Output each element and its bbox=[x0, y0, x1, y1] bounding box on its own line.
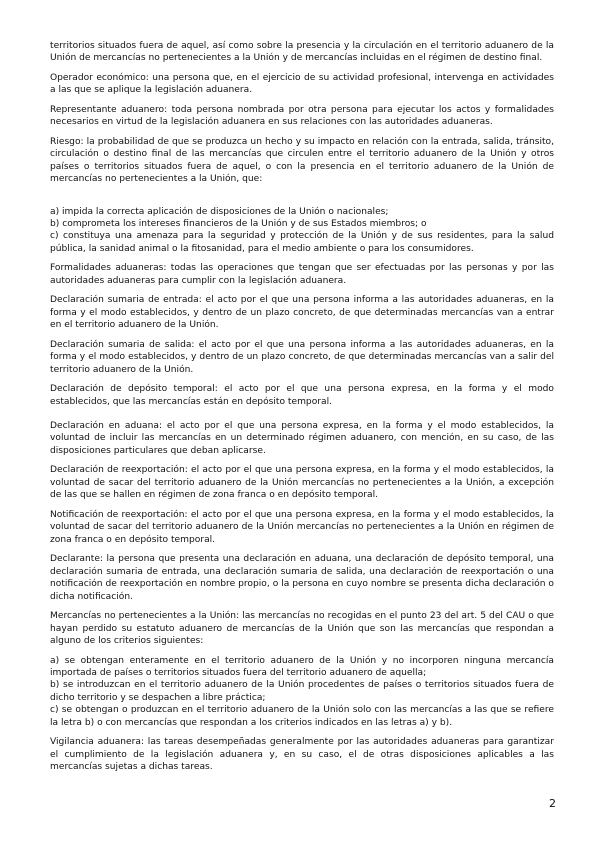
paragraph-declaracion-sumaria-entrada: Declaración sumaria de entrada: el acto por el que una persona informa a las autoridades aduaneras, en la forma y el modo establecidos, y dentro de un plazo concreto, de que determinadas mercancías van a entrar en el territorio aduanero de la Unión. bbox=[50, 295, 554, 331]
mercancias-criteria-list bbox=[50, 655, 554, 729]
list-item: c) se obtengan o produzcan en el territorio aduanero de la Unión solo con las mercancías a las que se refiere la letra b) o con mercancías que respondan a los criterios indicados en las letras a) y b). bbox=[50, 705, 554, 728]
paragraph-declarante: Declarante: la persona que presenta una declaración en aduana, una declaración de depósito temporal, una declaración sumaria de entrada, una declaración sumaria de salida, una declaración de reexportación o una notificación de reexportación en nombre propio, o la persona en cuyo nombre se presenta dicha declaración o dicha notificación. bbox=[50, 554, 554, 602]
paragraph-declaracion-sumaria-salida: Declaración sumaria de salida: el acto por el que una persona informa a las autoridades aduaneras, en la forma y el modo establecidos, y dentro de un plazo concreto, de que determinadas mercancías van a salir del territorio aduanero de la Unión. bbox=[50, 339, 554, 375]
riesgo-criteria-list bbox=[50, 206, 554, 256]
list-item: a) impida la correcta aplicación de disposiciones de la Unión o nacionales; bbox=[50, 206, 389, 217]
paragraph-riesgo: Riesgo: la probabilidad de que se produzca un hecho y su impacto en relación con la entrada, salida, tránsito, circulación o destino final de las mercancías que circulen entre el territorio aduanero de la Unión y otros países o territorios situados fuera de aquel, o con la presencia en el territorio aduanero de la Unión de mercancías no pertenecientes a la Unión, que: bbox=[50, 137, 554, 185]
list-item: a) se obtengan enteramente en el territorio aduanero de la Unión y no incorporen ninguna mercancía importada de países o territorios situados fuera del territorio aduanero de aquella; bbox=[50, 655, 554, 678]
list-item: b) se introduzcan en el territorio aduanero de la Unión procedentes de países o territorios situados fuera de dicho territorio y se despachen a libre práctica; bbox=[50, 680, 554, 703]
paragraph-mercancias-no-pertenecientes: Mercancías no pertenecientes a la Unión: las mercancías no recogidas en el punto 23 del art. 5 del CAU o que hayan perdido su estatuto aduanero de mercancías de la Unión que son las mercancías que respondan a alguno de los criterios siguientes: bbox=[50, 611, 554, 646]
document-page bbox=[50, 40, 554, 781]
page-number: 2 bbox=[549, 797, 556, 810]
paragraph-continuation: territorios situados fuera de aquel, así como sobre la presencia y la circulación en el territorio aduanero de la Unión de mercancías no pertenecientes a la Unión y de mercancías incluidas en el régimen de destino final. bbox=[50, 41, 554, 64]
paragraph-representante-aduanero: Representante aduanero: toda persona nombrada por otra persona para ejecutar los actos y formalidades necesarios en virtud de la legislación aduanera en sus relaciones con las autoridades aduaneras. bbox=[50, 105, 554, 128]
list-item: b) comprometa los intereses financieros de la Unión y de sus Estados miembros; o bbox=[50, 219, 427, 230]
paragraph-declaracion-deposito-temporal: Declaración de depósito temporal: el acto por el que una persona expresa, en la forma y el modo establecidos, que las mercancías están en depósito temporal. bbox=[50, 384, 554, 407]
paragraph-notificacion-reexportacion: Notificación de reexportación: el acto por el que una persona expresa, en la forma y el modo establecidos, la voluntad de sacar del territorio aduanero de la Unión mercancías no pertenecientes a la Unión en régimen de zona franca o en depósito temporal. bbox=[50, 509, 554, 545]
paragraph-vigilancia-aduanera: Vigilancia aduanera: las tareas desempeñadas generalmente por las autoridades aduaneras para garantizar el cumplimiento de la legislación aduanera y, en su caso, el de otras disposiciones aplicables a las mercancías sujetas a dichas tareas. bbox=[50, 737, 554, 772]
paragraph-declaracion-aduana: Declaración en aduana: el acto por el que una persona expresa, en la forma y el modo establecidos, la voluntad de incluir las mercancías en un determinado régimen aduanero, con mención, en su caso, de las disposiciones particulares que deban aplicarse. bbox=[50, 421, 554, 456]
paragraph-operador-economico: Operador económico: una persona que, en el ejercicio de su actividad profesional, intervenga en actividades a las que se aplique la legislación aduanera. bbox=[50, 73, 554, 96]
paragraph-formalidades-aduaneras: Formalidades aduaneras: todas las operaciones que tengan que ser efectuadas por las personas y por las autoridades aduaneras para cumplir con la legislación aduanera. bbox=[50, 263, 554, 286]
list-item: c) constituya una amenaza para la seguridad y protección de la Unión y de sus residentes, para la salud pública, la sanidad animal o la fitosanidad, para el medio ambiente o para los consumidores. bbox=[50, 231, 554, 254]
paragraph-declaracion-reexportacion: Declaración de reexportación: el acto por el que una persona expresa, en la forma y el modo establecidos, la voluntad de sacar del territorio aduanero de la Unión mercancías no pertenecientes a la Unión, a excepción de las que se hallen en régimen de zona franca o en depósito temporal. bbox=[50, 465, 554, 501]
